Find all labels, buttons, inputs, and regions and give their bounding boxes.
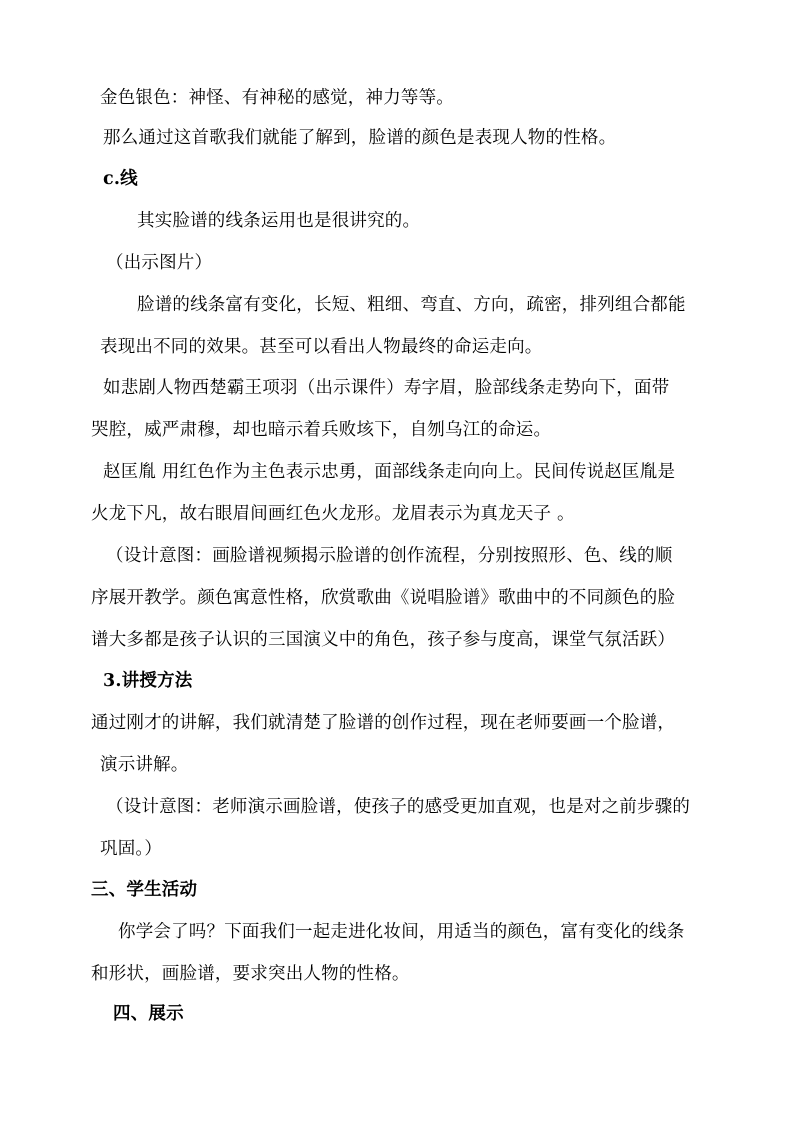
text-line: 如悲剧人物西楚霸王项羽（出示课件）寿字眉，脸部线条走势向下，面带 (103, 378, 670, 398)
section-heading: c.线 (103, 169, 138, 189)
text-line: 和形状，画脸谱，要求突出人物的性格。 (91, 964, 410, 984)
text-line: 赵匡胤 用红色作为主色表示忠勇，面部线条走向向上。民间传说赵匡胤是 (103, 462, 676, 482)
text-line: 那么通过这首歌我们就能了解到，脸谱的颜色是表现人物的性格。 (103, 128, 617, 148)
section-heading: 三、学生活动 (91, 880, 198, 900)
text-line: 序展开教学。颜色寓意性格，欣赏歌曲《说唱脸谱》歌曲中的不同颜色的脸 (91, 588, 676, 608)
section-heading: 3.讲授方法 (103, 671, 193, 691)
text-line: 巩固。） (100, 839, 163, 859)
text-line: 你学会了吗？下面我们一起走进化妆间，用适当的颜色，富有变化的线条 (118, 922, 685, 942)
text-line: 金色银色：神怪、有神秘的感觉，神力等等。 (100, 88, 454, 108)
text-line: 演示讲解。 (100, 755, 189, 775)
text-line: 脸谱的线条富有变化，长短、粗细、弯直、方向，疏密，排列组合都能 (137, 295, 686, 315)
section-heading: 四、展示 (113, 1004, 184, 1024)
text-line: 通过刚才的讲解，我们就清楚了脸谱的创作过程，现在老师要画一个脸谱， (91, 713, 676, 733)
text-line: 谱大多都是孩子认识的三国演义中的角色，孩子参与度高，课堂气氛活跃） (91, 630, 676, 650)
text-line: （设计意图：画脸谱视频揭示脸谱的创作流程，分别按照形、色、线的顺 (106, 546, 673, 566)
text-line: 表现出不同的效果。甚至可以看出人物最终的命运走向。 (100, 337, 543, 357)
text-line: （出示图片） (106, 253, 213, 273)
text-line: （设计意图：老师演示画脸谱，使孩子的感受更加直观，也是对之前步骤的 (106, 797, 691, 817)
text-line: 火龙下凡，故右眼眉间画红色火龙形。龙眉表示为真龙天子 。 (91, 504, 575, 524)
text-line: 哭腔，威严肃穆，却也暗示着兵败垓下，自刎乌江的命运。 (91, 420, 552, 440)
text-line: 其实脸谱的线条运用也是很讲究的。 (137, 211, 421, 231)
